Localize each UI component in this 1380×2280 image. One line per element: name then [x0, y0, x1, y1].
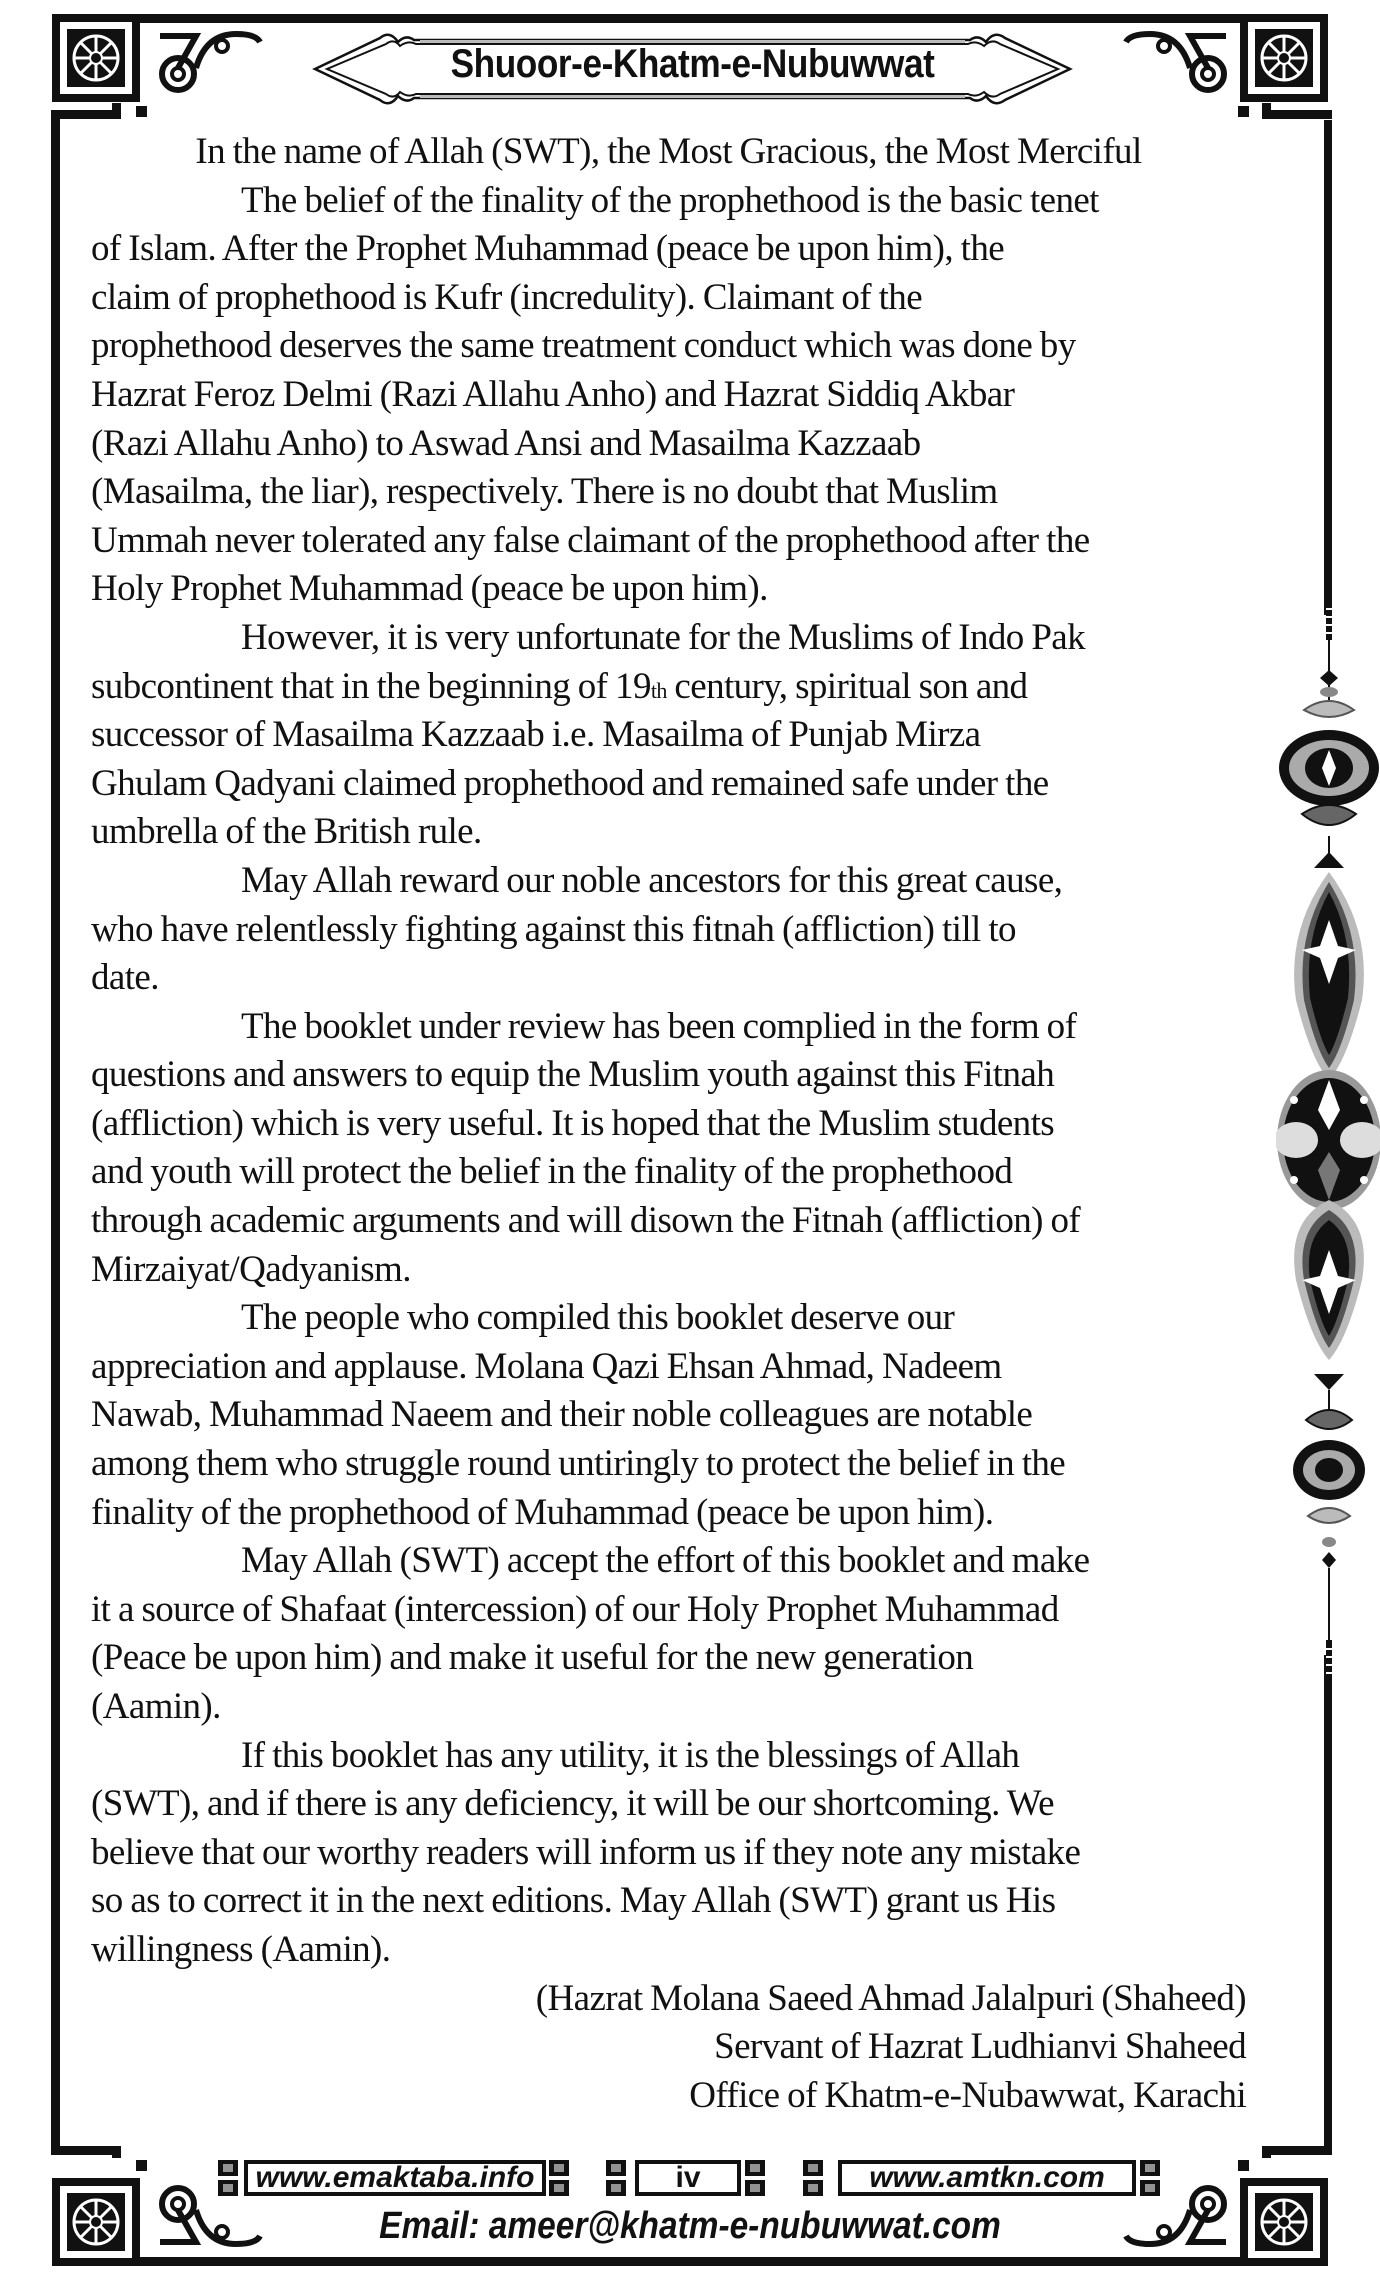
text-line: so as to correct it in the next editions. May Allah (SWT) grant us His — [91, 1880, 1056, 1922]
text-line: In the name of Allah (SWT), the Most Gracious, the Most Merciful — [195, 131, 1142, 172]
text-line: (Masailma, the liar), respectively. There is no doubt that Muslim — [91, 471, 998, 513]
text-line: Office of Khatm-e-Nubawwat, Karachi — [689, 2074, 1246, 2116]
text-line: Ghulam Qadyani claimed prophethood and remained safe under the — [91, 762, 1049, 804]
frame-notch-bottom-right — [1262, 2146, 1332, 2155]
arabesque-ornament-icon — [1276, 600, 1380, 1680]
text-line: Ummah never tolerated any false claimant of the prophethood after the — [91, 519, 1090, 561]
text-line: prophethood deserves the same treatment conduct which was done by — [91, 325, 1076, 367]
text-line: Nawab, Muhammad Naeem and their noble colleagues are notable — [91, 1394, 1033, 1436]
frame-dot — [1238, 106, 1249, 117]
frame-dot — [136, 2160, 147, 2171]
corner-rosette-top-right — [1240, 14, 1328, 102]
text-line: The belief of the finality of the prophethood is the basic tenet — [241, 179, 1099, 221]
text-line: of Islam. After the Prophet Muhammad (peace be upon him), the — [91, 228, 1005, 270]
text-line: umbrella of the British rule. — [91, 811, 482, 853]
text-line: through academic arguments and will disown the Fitnah (affliction) of — [91, 1200, 1081, 1242]
text-line: it a source of Shafaat (intercession) of our Holy Prophet Muhammad — [91, 1588, 1059, 1630]
scroll-ornament-icon — [1120, 2180, 1230, 2250]
text-line: The people who compiled this booklet deserve our — [241, 1297, 955, 1339]
text-line: (Hazrat Molana Saeed Ahmad Jalalpuri (Shaheed) — [535, 1977, 1246, 2019]
text-line: and youth will protect the belief in the finality of the prophethood — [91, 1151, 1013, 1193]
text-line: (Razi Allahu Anho) to Aswad Ansi and Masailma Kazzaab — [91, 422, 921, 464]
text-line: May Allah reward our noble ancestors for this great cause, — [241, 859, 1063, 901]
frame-right-border-upper — [1324, 120, 1332, 615]
rosette-icon — [1259, 33, 1309, 83]
text-line: questions and answers to equip the Muslim youth against this Fitnah — [91, 1054, 1055, 1096]
text-line: among them who struggle round untiringly to protect the belief in the — [91, 1443, 1066, 1485]
page-number: iv — [635, 2160, 741, 2196]
text-line: However, it is very unfortunate for the Muslims of Indo Pak — [241, 616, 1086, 658]
text-line: The booklet under review has been complied in the form of — [241, 1005, 1077, 1047]
rosette-icon — [1259, 2197, 1309, 2247]
text-line: appreciation and applause. Molana Qazi Ehsan Ahmad, Nadeem — [91, 1345, 1002, 1387]
website-link-emaktaba[interactable]: www.emaktaba.info — [244, 2160, 546, 2196]
text-line: (Peace be upon him) and make it useful for the new generation — [91, 1637, 974, 1679]
footer-ornament-block — [218, 2160, 238, 2196]
scroll-ornament-icon — [1120, 28, 1230, 98]
text-line: Holy Prophet Muhammad (peace be upon him). — [91, 568, 768, 610]
frame-bottom-bar — [140, 2257, 1240, 2266]
text-line: willingness (Aamin). — [91, 1928, 391, 1970]
frame-notch-bottom-left — [51, 2146, 121, 2155]
frame-stub — [112, 2146, 121, 2158]
text-line: May Allah (SWT) accept the effort of this booklet and make — [241, 1540, 1090, 1582]
text-line: date. — [91, 957, 159, 999]
website-link-amtkn[interactable]: www.amtkn.com — [838, 2160, 1136, 2196]
corner-rosette-bottom-right — [1240, 2178, 1328, 2266]
text-line: finality of the prophethood of Muhammad (peace be upon him). — [91, 1491, 994, 1533]
text-line: If this booklet has any utility, it is the blessings of Allah — [241, 1734, 1020, 1776]
frame-stub — [1262, 103, 1271, 115]
text-line: claim of prophethood is Kufr (incredulity). Claimant of the — [91, 276, 923, 318]
text-line: subcontinent that in the beginning of 19th century, spiritual son and — [91, 665, 1028, 707]
text-line: Mirzaiyat/Qadyanism. — [91, 1248, 411, 1290]
frame-left-border — [51, 110, 60, 2155]
text-line: (affliction) which is very useful. It is hoped that the Muslim students — [91, 1102, 1055, 1144]
frame-dot — [136, 106, 147, 117]
page-title: Shuoor-e-Khatm-e-Nubuwwat — [450, 42, 935, 86]
rosette-icon — [71, 33, 121, 83]
text-line: (Aamin). — [91, 1686, 221, 1727]
scroll-ornament-icon — [156, 28, 266, 98]
text-line: (SWT), and if there is any deficiency, it will be our shortcoming. We — [91, 1783, 1054, 1825]
corner-rosette-bottom-left — [52, 2178, 140, 2266]
text-line: Hazrat Feroz Delmi (Razi Allahu Anho) and Hazrat Siddiq Akbar — [91, 373, 1015, 415]
text-line: believe that our worthy readers will inform us if they note any mistake — [91, 1831, 1081, 1873]
frame-notch-top-right — [1262, 110, 1332, 119]
footer-ornament-block — [803, 2160, 823, 2196]
rosette-icon — [71, 2197, 121, 2247]
frame-top-bar — [140, 14, 1240, 23]
text-line: successor of Masailma Kazzaab i.e. Masailma of Punjab Mirza — [91, 714, 981, 756]
footer-ornament-block — [1140, 2160, 1160, 2196]
title-banner — [310, 32, 1075, 106]
corner-rosette-top-left — [52, 14, 140, 102]
contact-email[interactable]: Email: ameer@khatm-e-nubuwwat.com — [379, 2205, 1001, 2247]
frame-notch-top-left — [51, 110, 121, 119]
frame-dot — [1238, 2160, 1249, 2171]
footer-ornament-block — [606, 2160, 626, 2196]
footer-ornament-block — [745, 2160, 765, 2196]
document-body — [91, 128, 1246, 2120]
text-line: Servant of Hazrat Ludhianvi Shaheed — [714, 2026, 1246, 2068]
frame-stub — [1262, 2146, 1271, 2158]
frame-stub — [112, 103, 121, 115]
frame-right-border-lower — [1324, 1655, 1332, 2155]
text-line: who have relentlessly fighting against this fitnah (affliction) till to — [91, 908, 1016, 950]
footer-ornament-block — [549, 2160, 569, 2196]
